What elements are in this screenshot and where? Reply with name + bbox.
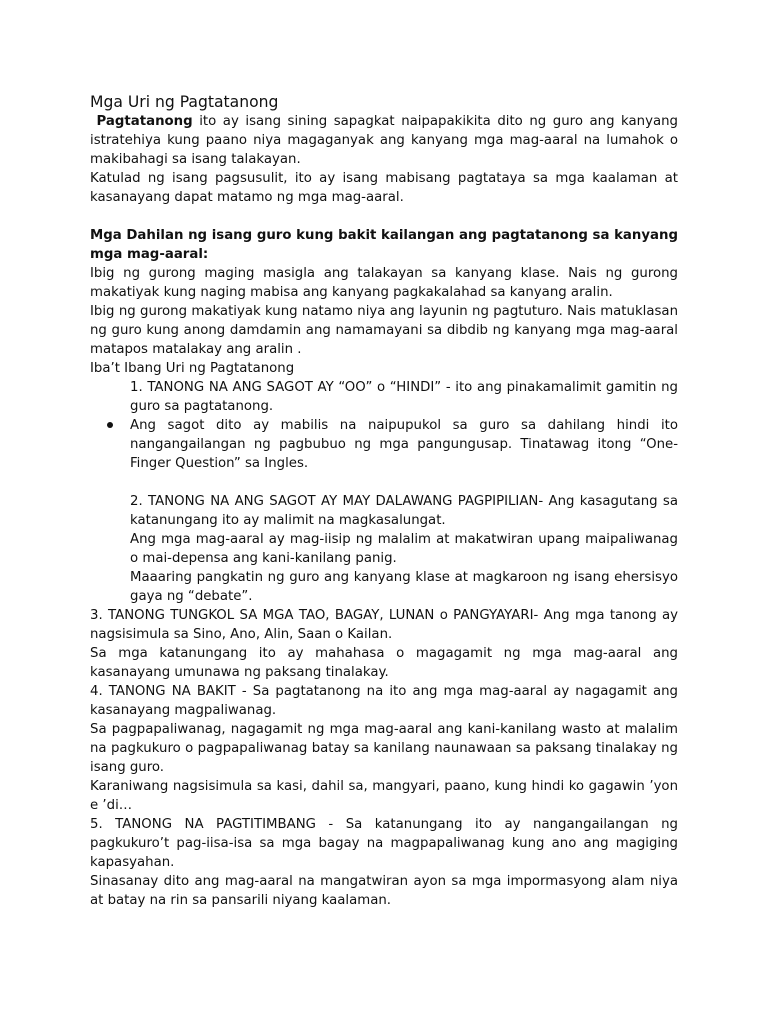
type-2-paragraph-1: Ang mga mag-aaral ay mag-iisip ng malalim at makatwiran upang maipaliwanag o mai-depensa ang kani-kanilang panig. bbox=[130, 532, 678, 566]
type-1-bullet bbox=[90, 416, 678, 473]
intro-paragraph-2: Katulad ng isang pagsusulit, ito ay isang mabisang pagtataya sa mga kaalaman at kasanayang dapat matamo ng mga mag-aaral. bbox=[90, 171, 678, 205]
type-4-paragraph-2: Karaniwang nagsisimula sa kasi, dahil sa, mangyari, paano, kung hindi ko gagawin ’yon e ’di… bbox=[90, 779, 678, 813]
reasons-heading: Mga Dahilan ng isang guro kung bakit kailangan ang pagtatanong sa kanyang mga mag-aaral: bbox=[90, 228, 678, 262]
type-2-paragraph-2: Maaaring pangkatin ng guro ang kanyang klase at magkaroon ng isang ehersisyo gaya ng “debate”. bbox=[130, 570, 678, 604]
page-title: Mga Uri ng Pagtatanong bbox=[90, 93, 279, 111]
type-4-paragraph-1: Sa pagpapaliwanag, nagagamit ng mga mag-aaral ang kani-kanilang wasto at malalim na pagkukuro o pagpapaliwanag batay sa kanilang naunawaan sa paksang tinalakay ng isang guro. bbox=[90, 722, 678, 775]
types-heading: Iba’t Ibang Uri ng Pagtatanong bbox=[90, 361, 295, 376]
type-2-item: 2. TANONG NA ANG SAGOT AY MAY DALAWANG PAGPIPILIAN- Ang kasagutang sa katanungang ito ay malimit na magkasalungat. bbox=[130, 494, 678, 528]
type-5-item: 5. TANONG NA PAGTITIMBANG - Sa katanungang ito ay nangangailangan ng pagkukuro’t pag-iisa-isa sa mga bagay na magpapaliwanag kung ano ang magiging kapasyahan. bbox=[90, 817, 678, 870]
reason-paragraph-2: Ibig ng gurong makatiyak kung natamo niya ang layunin ng pagtuturo. Nais matuklasan ng guro kung anong damdamin ang namamayani sa dibdib ng kanyang mga mag-aaral matapos matalakay ang aralin . bbox=[90, 304, 678, 357]
intro-text: ito ay isang sining sapagkat naipapakikita dito ng guro ang kanyang istratehiya kung paano niya magaganyak ang kanyang mga mag-aaral na lumahok o makibahagi sa isang talakayan. bbox=[90, 114, 678, 167]
intro-term: Pagtatanong bbox=[96, 114, 193, 129]
type-5-paragraph-1: Sinasanay dito ang mag-aaral na mangatwiran ayon sa mga impormasyong alam niya at batay na rin sa pansarili niyang kaalaman. bbox=[90, 874, 678, 908]
type-1-bullet-text: Ang sagot dito ay mabilis na naipupukol sa guro sa dahilang hindi ito nangangailangan ng pagbubuo ng mga pangungusap. Tinatawag itong “One-Finger Question” sa Ingles. bbox=[130, 418, 678, 471]
type-1-item: 1. TANONG NA ANG SAGOT AY “OO” o “HINDI” - ito ang pinakamalimit gamitin ng guro sa pagtatanong. bbox=[130, 380, 678, 414]
bullet-icon bbox=[107, 422, 113, 428]
type-3-item: 3. TANONG TUNGKOL SA MGA TAO, BAGAY, LUNAN o PANGYAYARI- Ang mga tanong ay nagsisimula sa Sino, Ano, Alin, Saan o Kailan. bbox=[90, 608, 678, 642]
type-4-item: 4. TANONG NA BAKIT - Sa pagtatanong na ito ang mga mag-aaral ay nagagamit ang kasanayang magpaliwanag. bbox=[90, 684, 678, 718]
type-3-paragraph-1: Sa mga katanungang ito ay mahahasa o magagamit ng mga mag-aaral ang kasanayang umunawa ng paksang tinalakay. bbox=[90, 646, 678, 680]
spacer bbox=[90, 473, 678, 492]
intro-paragraph bbox=[90, 112, 678, 169]
spacer bbox=[90, 207, 678, 226]
reason-paragraph-1: Ibig ng gurong maging masigla ang talakayan sa kanyang klase. Nais ng gurong makatiyak kung naging mabisa ang kanyang pagkakalahad sa kanyang aralin. bbox=[90, 266, 678, 300]
document-body bbox=[90, 92, 678, 910]
